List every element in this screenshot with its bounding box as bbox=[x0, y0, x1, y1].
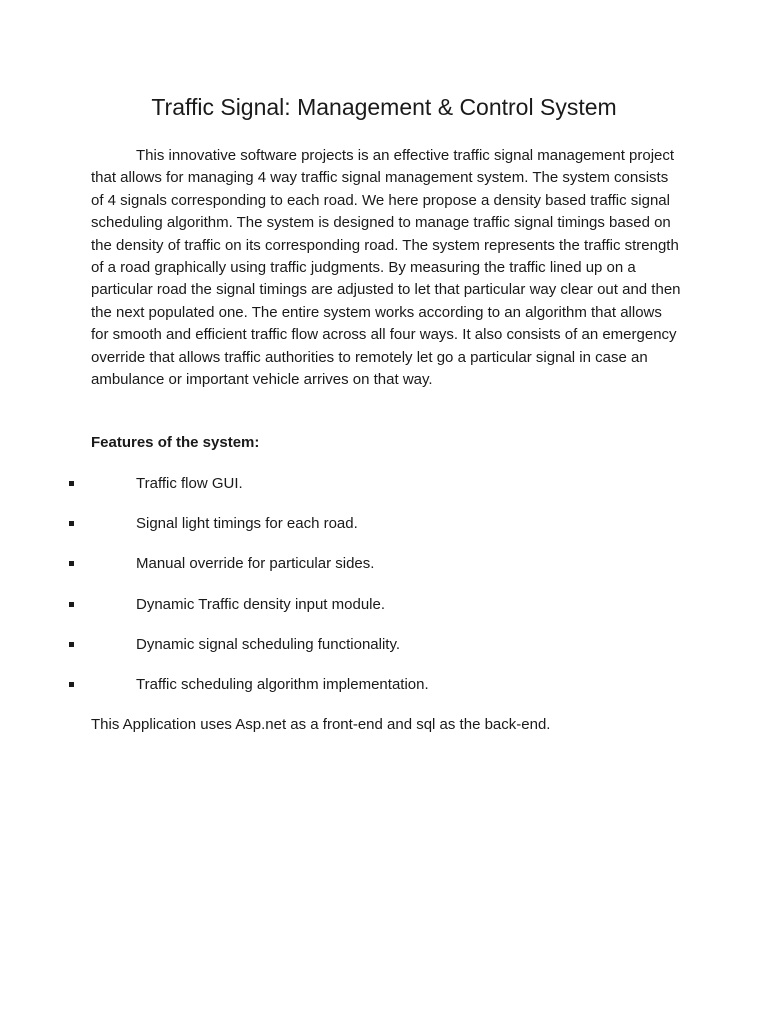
features-heading: Features of the system: bbox=[91, 434, 260, 451]
feature-text: Signal light timings for each road. bbox=[136, 515, 358, 533]
feature-text: Dynamic Traffic density input module. bbox=[136, 595, 386, 613]
feature-list-item bbox=[0, 513, 768, 553]
square-bullet-icon bbox=[69, 682, 74, 687]
document-title: Traffic Signal: Management & Control System bbox=[151, 94, 617, 120]
square-bullet-icon bbox=[69, 481, 74, 486]
feature-text: Dynamic signal scheduling functionality. bbox=[136, 635, 401, 653]
feature-list-item bbox=[0, 634, 768, 674]
square-bullet-icon bbox=[69, 521, 74, 526]
feature-list-item bbox=[0, 553, 768, 593]
intro-paragraph: This innovative software projects is an effective traffic signal management project that allows for managing 4 way traffic signal management system. The system consists of 4 signals corresponding to each road. We here propose a density based traffic signal scheduling algorithm. The system is designed to manage traffic signal timings based on the density of traffic on its corresponding road. The system represents the traffic strength of a road graphically using traffic judgments. By measuring the traffic lined up on a particular road the signal timings are adjusted to let that particular way clear out and then the next populated one. The entire system works according to an algorithm that allows for smooth and efficient traffic flow across all four ways. It also consists of an emergency override that allows traffic authorities to remotely let go a particular signal in case an ambulance or important vehicle arrives on that way. bbox=[91, 147, 681, 389]
square-bullet-icon bbox=[69, 561, 74, 566]
feature-list-item bbox=[0, 473, 768, 513]
square-bullet-icon bbox=[69, 642, 74, 647]
feature-text: Traffic flow GUI. bbox=[136, 475, 243, 492]
square-bullet-icon bbox=[69, 602, 74, 607]
feature-list-item bbox=[0, 594, 768, 634]
feature-list-item bbox=[0, 674, 768, 714]
tech-stack-note: This Application uses Asp.net as a front-end and sql as the back-end. bbox=[91, 716, 551, 733]
feature-text: Traffic scheduling algorithm implementation. bbox=[136, 675, 429, 693]
feature-list bbox=[0, 473, 768, 714]
feature-text: Manual override for particular sides. bbox=[136, 555, 375, 573]
